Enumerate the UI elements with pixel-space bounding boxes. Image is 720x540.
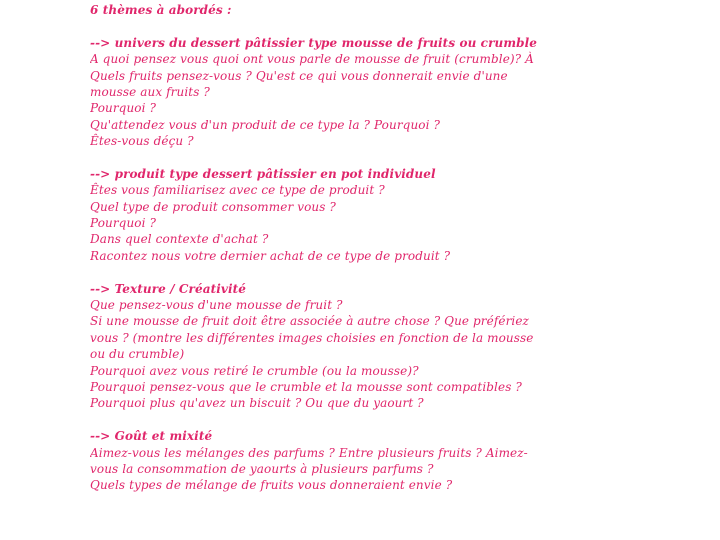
question-line: Aimez-vous les mélanges des parfums ? Entre plusieurs fruits ? Aimez- [90,445,528,460]
spacer [90,264,618,280]
question-line: Quel type de produit consommer vous ? [90,199,336,214]
question-line: Pourquoi pensez-vous que le crumble et la mousse sont compatibles ? [90,379,522,394]
section-heading-produit: --> produit type dessert pâtissier en pot individuel [90,166,436,181]
document-body [90,2,618,494]
question-line: vous ? (montre les différentes images choisies en fonction de la mousse [90,330,534,345]
spacer [90,412,618,428]
question-line: Êtes vous familiarisez avec ce type de produit ? [90,183,385,198]
section-heading-gout: --> Goût et mixité [90,429,213,444]
question-line: vous la consommation de yaourts à plusieurs parfums ? [90,461,434,476]
question-line: Êtes-vous déçu ? [90,134,194,149]
question-line: Quels fruits pensez-vous ? Qu'est ce qui vous donnerait envie d'une [90,68,508,83]
question-line: Dans quel contexte d'achat ? [90,232,269,247]
question-line: Si une mousse de fruit doit être associée à autre chose ? Que préfériez [90,314,529,329]
question-line: Pourquoi avez vous retiré le crumble (ou la mousse)? [90,363,419,378]
question-line: mousse aux fruits ? [90,84,210,99]
question-line: Pourquoi ? [90,216,156,231]
question-line: Quels types de mélange de fruits vous donneraient envie ? [90,478,453,493]
section-heading-univers: --> univers du dessert pâtissier type mousse de fruits ou crumble [90,35,538,50]
question-line: ou du crumble) [90,347,185,362]
question-line: Qu'attendez vous d'un produit de ce type la ? Pourquoi ? [90,117,440,132]
spacer [90,18,618,34]
question-line: Pourquoi ? [90,101,156,116]
question-line: Pourquoi plus qu'avez un biscuit ? Ou que du yaourt ? [90,396,424,411]
question-line: Racontez nous votre dernier achat de ce type de produit ? [90,248,451,263]
question-line: A quoi pensez vous quoi ont vous parle de mousse de fruit (crumble)? À [90,52,534,67]
document-title: 6 thèmes à abordés : [90,3,232,17]
spacer [90,150,618,166]
question-line: Que pensez-vous d'une mousse de fruit ? [90,298,343,313]
section-heading-texture: --> Texture / Créativité [90,281,246,296]
